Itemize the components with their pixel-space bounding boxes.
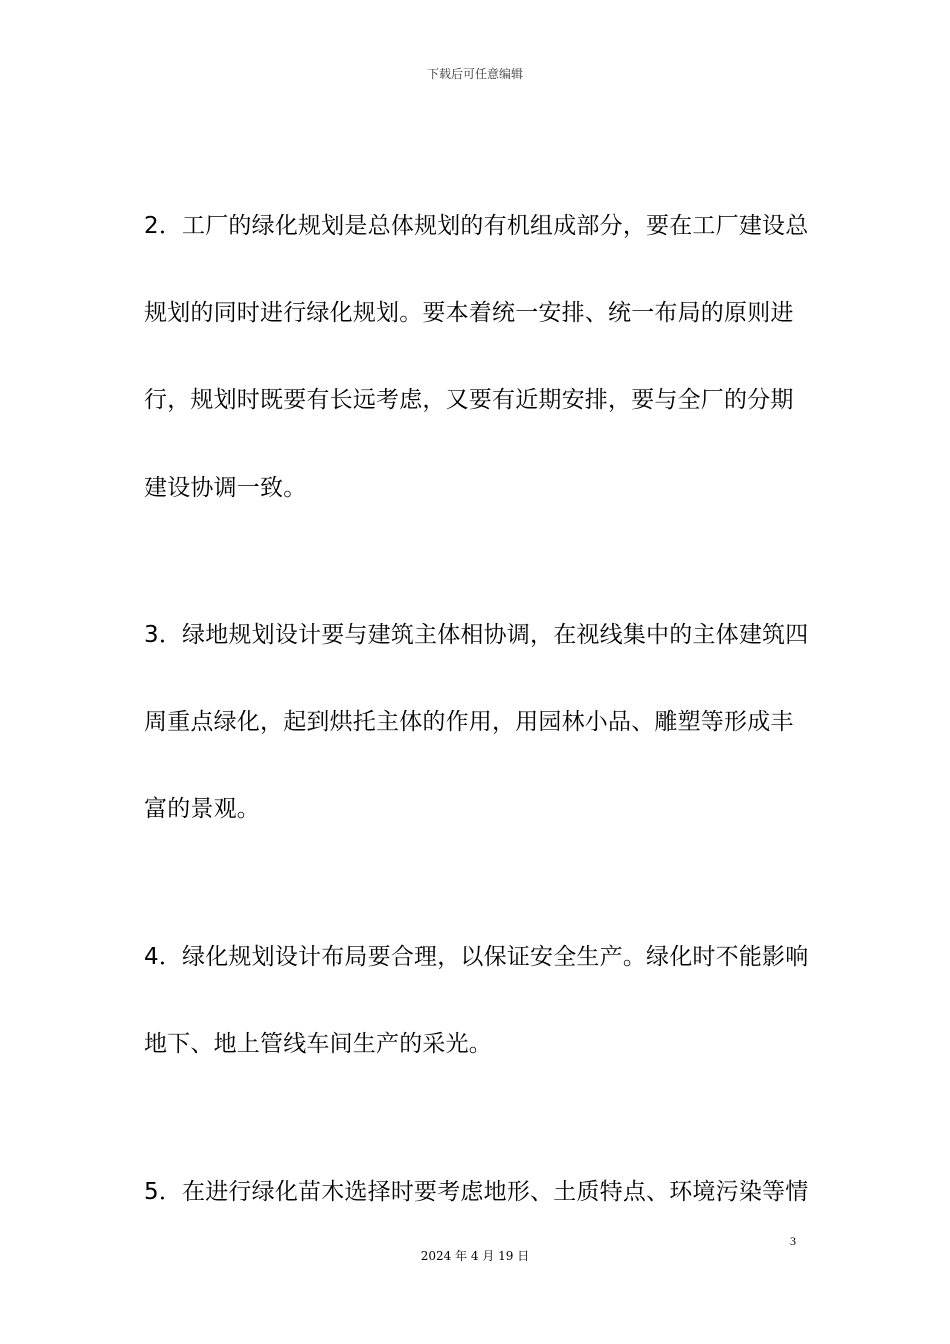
paragraph-5-line-1: 5．在进行绿化苗木选择时要考虑地形、土质特点、环境污染等情 — [144, 1179, 809, 1205]
paragraph-4-line-1: 4．绿化规划设计布局要合理，以保证安全生产。绿化时不能影响 — [144, 944, 809, 970]
paragraph-2-line-2: 规划的同时进行绿化规划。要本着统一安排、统一布局的原则进 — [144, 300, 794, 326]
paragraph-3-line-1: 3．绿地规划设计要与建筑主体相协调，在视线集中的主体建筑四 — [144, 622, 809, 648]
page-number: 3 — [790, 1234, 796, 1248]
paragraph-3-line-3: 富的景观。 — [144, 796, 260, 822]
footer-date: 2024 年 4 月 19 日 — [420, 1249, 530, 1263]
paragraph-2-line-1: 2．工厂的绿化规划是总体规划的有机组成部分，要在工厂建设总 — [144, 213, 809, 239]
paragraph-2-line-3: 行，规划时既要有长远考虑，又要有近期安排，要与全厂的分期 — [144, 387, 794, 413]
header-note: 下载后可任意编辑 — [426, 67, 523, 81]
paragraph-4-line-2: 地下、地上管线车间生产的采光。 — [144, 1031, 492, 1057]
paragraph-2-line-4: 建设协调一致。 — [144, 475, 307, 501]
paragraph-3-line-2: 周重点绿化，起到烘托主体的作用，用园林小品、雕塑等形成丰 — [144, 709, 794, 735]
